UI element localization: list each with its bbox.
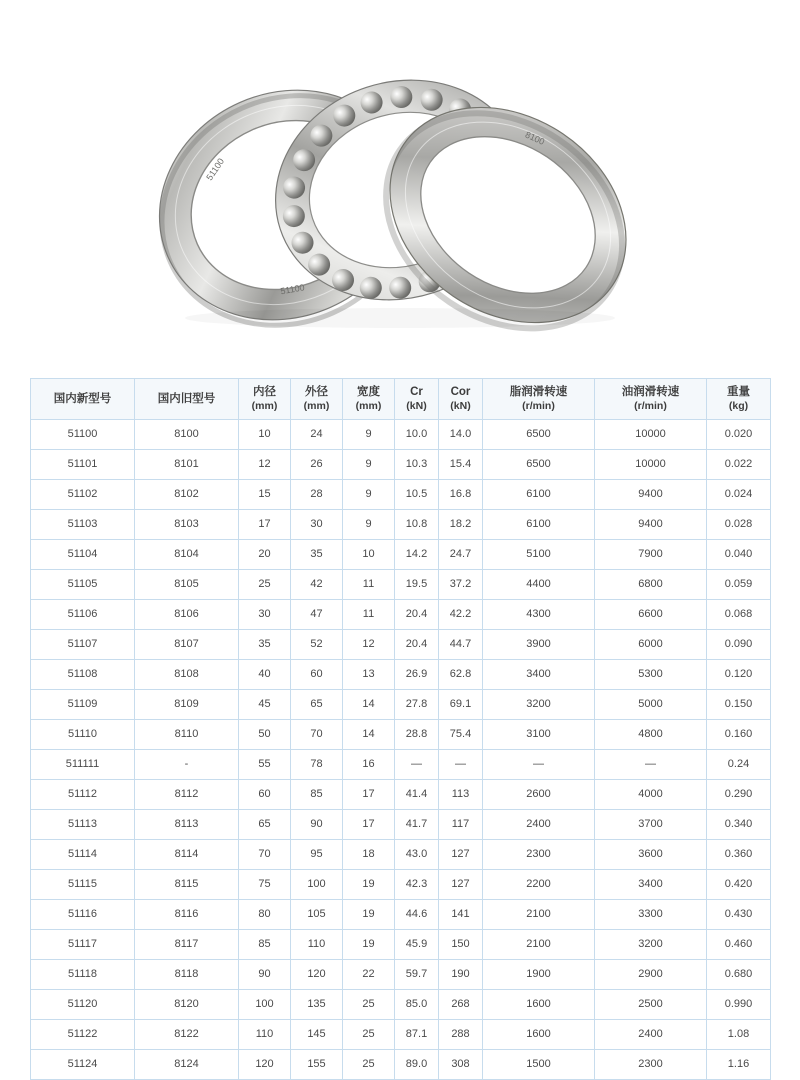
header-label: 脂润滑转速 [509, 386, 568, 399]
table-cell-c7: — [483, 750, 595, 780]
table-cell-c2: 25 [239, 570, 291, 600]
header-label: Cor [450, 386, 471, 399]
table-row [31, 810, 771, 840]
table-cell-c8: 6800 [595, 570, 707, 600]
table-cell-c5: 42.3 [395, 870, 439, 900]
table-cell-c9: 0.420 [707, 870, 771, 900]
table-cell-c5: 28.8 [395, 720, 439, 750]
table-cell-c1: - [135, 750, 239, 780]
table-cell-c2: 30 [239, 600, 291, 630]
table-cell-c1: 8115 [135, 870, 239, 900]
table-cell-c7: 6500 [483, 420, 595, 450]
table-cell-c5: 27.8 [395, 690, 439, 720]
table-cell-c8: 2400 [595, 1020, 707, 1050]
table-cell-c4: 19 [343, 900, 395, 930]
table-cell-c1: 8117 [135, 930, 239, 960]
table-cell-c3: 26 [291, 450, 343, 480]
header-unit: (r/min) [522, 399, 555, 412]
table-cell-c3: 135 [291, 990, 343, 1020]
table-cell-c2: 35 [239, 630, 291, 660]
header-unit: (kg) [728, 399, 749, 412]
table-row [31, 420, 771, 450]
table-cell-c6: 141 [439, 900, 483, 930]
table-cell-c9: 0.020 [707, 420, 771, 450]
table-cell-c3: 78 [291, 750, 343, 780]
header-label: 内径 [253, 386, 276, 399]
table-cell-c9: 0.024 [707, 480, 771, 510]
table-cell-c4: 25 [343, 990, 395, 1020]
table-cell-c6: 37.2 [439, 570, 483, 600]
table-cell-c4: 19 [343, 930, 395, 960]
table-cell-c7: 6100 [483, 510, 595, 540]
table-cell-c0: 51124 [31, 1050, 135, 1080]
table-cell-c8: 3200 [595, 930, 707, 960]
table-cell-c5: 19.5 [395, 570, 439, 600]
table-cell-c7: 3400 [483, 660, 595, 690]
table-cell-c2: 75 [239, 870, 291, 900]
table-cell-c6: 127 [439, 870, 483, 900]
table-cell-c8: 6000 [595, 630, 707, 660]
table-cell-c8: 9400 [595, 480, 707, 510]
table-cell-c1: 8118 [135, 960, 239, 990]
table-cell-c0: 51114 [31, 840, 135, 870]
table-cell-c6: 190 [439, 960, 483, 990]
table-cell-c2: 80 [239, 900, 291, 930]
table-cell-c8: 10000 [595, 450, 707, 480]
table-cell-c4: 25 [343, 1050, 395, 1080]
table-cell-c1: 8112 [135, 780, 239, 810]
table-cell-c3: 100 [291, 870, 343, 900]
table-row [31, 510, 771, 540]
table-cell-c4: 11 [343, 600, 395, 630]
header-label: 国内新型号 [53, 392, 112, 405]
table-cell-c7: 6100 [483, 480, 595, 510]
table-cell-c0: 51103 [31, 510, 135, 540]
table-cell-c7: 2300 [483, 840, 595, 870]
table-cell-c5: 10.0 [395, 420, 439, 450]
table-cell-c4: 10 [343, 540, 395, 570]
table-cell-c9: 0.340 [707, 810, 771, 840]
table-cell-c7: 2400 [483, 810, 595, 840]
table-cell-c6: 44.7 [439, 630, 483, 660]
table-cell-c3: 28 [291, 480, 343, 510]
thrust-ball-bearing-icon [0, 0, 800, 360]
table-row [31, 480, 771, 510]
header-unit: (kN) [450, 399, 471, 412]
table-cell-c0: 51108 [31, 660, 135, 690]
table-cell-c0: 51106 [31, 600, 135, 630]
table-row [31, 750, 771, 780]
table-cell-c8: 3300 [595, 900, 707, 930]
table-cell-c1: 8120 [135, 990, 239, 1020]
table-cell-c9: 0.150 [707, 690, 771, 720]
table-cell-c0: 51122 [31, 1020, 135, 1050]
table-cell-c1: 8101 [135, 450, 239, 480]
table-cell-c7: 2100 [483, 930, 595, 960]
table-cell-c2: 110 [239, 1020, 291, 1050]
table-cell-c7: 1600 [483, 990, 595, 1020]
table-cell-c3: 105 [291, 900, 343, 930]
table-cell-c6: 14.0 [439, 420, 483, 450]
table-cell-c1: 8116 [135, 900, 239, 930]
table-cell-c6: 42.2 [439, 600, 483, 630]
table-cell-c7: 6500 [483, 450, 595, 480]
table-cell-c8: 7900 [595, 540, 707, 570]
table-cell-c2: 50 [239, 720, 291, 750]
table-cell-c3: 60 [291, 660, 343, 690]
table-cell-c3: 70 [291, 720, 343, 750]
table-cell-c8: 2900 [595, 960, 707, 990]
table-cell-c6: 117 [439, 810, 483, 840]
table-cell-c5: 26.9 [395, 660, 439, 690]
table-header-cell-0 [31, 379, 135, 420]
table-cell-c2: 100 [239, 990, 291, 1020]
table-cell-c4: 17 [343, 810, 395, 840]
table-cell-c9: 0.059 [707, 570, 771, 600]
table-cell-c4: 14 [343, 720, 395, 750]
table-cell-c6: 308 [439, 1050, 483, 1080]
table-cell-c5: 45.9 [395, 930, 439, 960]
table-cell-c7: 1500 [483, 1050, 595, 1080]
table-cell-c3: 47 [291, 600, 343, 630]
header-label: 油润滑转速 [621, 386, 680, 399]
table-cell-c9: 0.120 [707, 660, 771, 690]
table-cell-c8: 10000 [595, 420, 707, 450]
table-cell-c8: 5000 [595, 690, 707, 720]
table-cell-c8: 6600 [595, 600, 707, 630]
table-cell-c3: 30 [291, 510, 343, 540]
table-row [31, 990, 771, 1020]
table-row [31, 450, 771, 480]
table-header-cell-7 [483, 379, 595, 420]
table-cell-c2: 85 [239, 930, 291, 960]
table-cell-c4: 18 [343, 840, 395, 870]
table-cell-c1: 8109 [135, 690, 239, 720]
table-cell-c3: 155 [291, 1050, 343, 1080]
table-cell-c3: 110 [291, 930, 343, 960]
table-row [31, 570, 771, 600]
table-cell-c8: 4000 [595, 780, 707, 810]
table-cell-c8: 3600 [595, 840, 707, 870]
table-row [31, 900, 771, 930]
table-cell-c0: 51118 [31, 960, 135, 990]
table-cell-c6: 18.2 [439, 510, 483, 540]
table-cell-c0: 51116 [31, 900, 135, 930]
table-row [31, 630, 771, 660]
table-row [31, 540, 771, 570]
table-header-cell-6 [439, 379, 483, 420]
table-cell-c0: 51101 [31, 450, 135, 480]
header-unit: (mm) [355, 399, 382, 412]
table-cell-c2: 17 [239, 510, 291, 540]
table-cell-c5: 44.6 [395, 900, 439, 930]
table-cell-c2: 65 [239, 810, 291, 840]
table-row [31, 840, 771, 870]
table-cell-c4: 13 [343, 660, 395, 690]
header-unit: (r/min) [634, 399, 667, 412]
table-cell-c1: 8106 [135, 600, 239, 630]
table-cell-c0: 51112 [31, 780, 135, 810]
table-cell-c1: 8102 [135, 480, 239, 510]
table-cell-c0: 51102 [31, 480, 135, 510]
table-cell-c8: — [595, 750, 707, 780]
table-cell-c8: 3400 [595, 870, 707, 900]
table-header-cell-8 [595, 379, 707, 420]
table-row [31, 600, 771, 630]
table-cell-c6: 24.7 [439, 540, 483, 570]
header-label: Cr [410, 386, 423, 399]
table-cell-c1: 8124 [135, 1050, 239, 1080]
table-cell-c2: 15 [239, 480, 291, 510]
table-cell-c1: 8114 [135, 840, 239, 870]
header-label: 宽度 [357, 386, 380, 399]
table-cell-c7: 2600 [483, 780, 595, 810]
table-cell-c3: 95 [291, 840, 343, 870]
table-cell-c6: 113 [439, 780, 483, 810]
table-cell-c1: 8104 [135, 540, 239, 570]
table-cell-c1: 8113 [135, 810, 239, 840]
table-cell-c4: 19 [343, 870, 395, 900]
table-cell-c9: 0.040 [707, 540, 771, 570]
table-cell-c3: 90 [291, 810, 343, 840]
table-cell-c2: 12 [239, 450, 291, 480]
table-header-cell-2 [239, 379, 291, 420]
table-cell-c9: 0.460 [707, 930, 771, 960]
table-cell-c6: 268 [439, 990, 483, 1020]
table-cell-c2: 10 [239, 420, 291, 450]
table-cell-c2: 60 [239, 780, 291, 810]
header-unit: (kN) [406, 399, 427, 412]
table-cell-c6: 75.4 [439, 720, 483, 750]
table-cell-c7: 2200 [483, 870, 595, 900]
table-cell-c4: 12 [343, 630, 395, 660]
table-cell-c7: 1900 [483, 960, 595, 990]
table-cell-c3: 52 [291, 630, 343, 660]
table-cell-c9: 0.680 [707, 960, 771, 990]
table-cell-c1: 8107 [135, 630, 239, 660]
table-cell-c2: 55 [239, 750, 291, 780]
table-cell-c1: 8122 [135, 1020, 239, 1050]
table-cell-c5: 20.4 [395, 630, 439, 660]
table-row [31, 1050, 771, 1080]
table-cell-c7: 5100 [483, 540, 595, 570]
table-cell-c3: 35 [291, 540, 343, 570]
table-cell-c7: 3100 [483, 720, 595, 750]
engraving-right: 8100 [523, 129, 547, 147]
table-header-cell-4 [343, 379, 395, 420]
table-cell-c9: 0.290 [707, 780, 771, 810]
table-cell-c3: 120 [291, 960, 343, 990]
table-cell-c2: 70 [239, 840, 291, 870]
table-cell-c6: 16.8 [439, 480, 483, 510]
table-cell-c3: 85 [291, 780, 343, 810]
table-cell-c6: 288 [439, 1020, 483, 1050]
header-unit: (mm) [251, 399, 278, 412]
table-header-cell-3 [291, 379, 343, 420]
table-row [31, 960, 771, 990]
table-cell-c3: 24 [291, 420, 343, 450]
header-unit: (mm) [303, 399, 330, 412]
table-cell-c0: 51115 [31, 870, 135, 900]
table-cell-c0: 51104 [31, 540, 135, 570]
table-header-cell-5 [395, 379, 439, 420]
table-cell-c0: 51107 [31, 630, 135, 660]
table-cell-c2: 20 [239, 540, 291, 570]
table-cell-c0: 51110 [31, 720, 135, 750]
table-cell-c8: 9400 [595, 510, 707, 540]
table-cell-c5: 20.4 [395, 600, 439, 630]
table-cell-c8: 3700 [595, 810, 707, 840]
table-cell-c1: 8108 [135, 660, 239, 690]
table-cell-c9: 0.090 [707, 630, 771, 660]
table-cell-c4: 17 [343, 780, 395, 810]
table-cell-c4: 16 [343, 750, 395, 780]
table-cell-c5: 43.0 [395, 840, 439, 870]
table-cell-c9: 0.160 [707, 720, 771, 750]
table-cell-c5: 10.3 [395, 450, 439, 480]
engraving-left: 51100 [204, 156, 227, 183]
table-cell-c2: 120 [239, 1050, 291, 1080]
table-cell-c7: 4300 [483, 600, 595, 630]
table-cell-c7: 1600 [483, 1020, 595, 1050]
header-label: 重量 [727, 386, 750, 399]
table-cell-c2: 40 [239, 660, 291, 690]
bearing-spec-table [30, 378, 771, 1080]
table-cell-c0: 51100 [31, 420, 135, 450]
table-cell-c4: 9 [343, 510, 395, 540]
table-cell-c5: 14.2 [395, 540, 439, 570]
table-cell-c5: — [395, 750, 439, 780]
table-cell-c2: 90 [239, 960, 291, 990]
table-cell-c7: 2100 [483, 900, 595, 930]
table-cell-c3: 42 [291, 570, 343, 600]
table-cell-c6: 69.1 [439, 690, 483, 720]
table-cell-c5: 10.8 [395, 510, 439, 540]
table-row [31, 720, 771, 750]
table-cell-c9: 0.990 [707, 990, 771, 1020]
table-cell-c6: — [439, 750, 483, 780]
table-cell-c1: 8103 [135, 510, 239, 540]
table-row [31, 870, 771, 900]
table-cell-c8: 2300 [595, 1050, 707, 1080]
table-cell-c2: 45 [239, 690, 291, 720]
table-cell-c0: 51109 [31, 690, 135, 720]
table-body [31, 420, 771, 1080]
table-cell-c3: 145 [291, 1020, 343, 1050]
table-cell-c4: 9 [343, 480, 395, 510]
table-cell-c5: 41.4 [395, 780, 439, 810]
table-cell-c1: 8110 [135, 720, 239, 750]
table-cell-c5: 87.1 [395, 1020, 439, 1050]
table-row [31, 930, 771, 960]
product-image-area [0, 0, 800, 360]
header-label: 国内旧型号 [157, 392, 216, 405]
table-cell-c8: 2500 [595, 990, 707, 1020]
table-cell-c4: 25 [343, 1020, 395, 1050]
table-cell-c9: 0.24 [707, 750, 771, 780]
table-cell-c0: 51120 [31, 990, 135, 1020]
table-cell-c6: 62.8 [439, 660, 483, 690]
table-cell-c4: 9 [343, 420, 395, 450]
table-header-cell-1 [135, 379, 239, 420]
table-cell-c9: 0.360 [707, 840, 771, 870]
table-cell-c4: 11 [343, 570, 395, 600]
table-cell-c4: 9 [343, 450, 395, 480]
table-cell-c5: 85.0 [395, 990, 439, 1020]
table-cell-c1: 8100 [135, 420, 239, 450]
header-label: 外径 [305, 386, 328, 399]
table-cell-c5: 10.5 [395, 480, 439, 510]
table-cell-c0: 51105 [31, 570, 135, 600]
table-cell-c9: 0.022 [707, 450, 771, 480]
table-row [31, 660, 771, 690]
table-cell-c5: 59.7 [395, 960, 439, 990]
table-cell-c8: 4800 [595, 720, 707, 750]
table-cell-c9: 0.068 [707, 600, 771, 630]
table-cell-c6: 150 [439, 930, 483, 960]
table-cell-c0: 51117 [31, 930, 135, 960]
table-row [31, 690, 771, 720]
spec-table-wrapper [30, 378, 770, 1080]
table-cell-c0: 51113 [31, 810, 135, 840]
table-cell-c6: 15.4 [439, 450, 483, 480]
table-header-cell-9 [707, 379, 771, 420]
table-cell-c9: 0.028 [707, 510, 771, 540]
table-row [31, 1020, 771, 1050]
table-cell-c4: 14 [343, 690, 395, 720]
table-cell-c5: 89.0 [395, 1050, 439, 1080]
table-cell-c6: 127 [439, 840, 483, 870]
table-cell-c8: 5300 [595, 660, 707, 690]
table-cell-c5: 41.7 [395, 810, 439, 840]
svg-text:51100: 51100 [279, 282, 306, 297]
table-cell-c7: 4400 [483, 570, 595, 600]
table-cell-c4: 22 [343, 960, 395, 990]
table-cell-c3: 65 [291, 690, 343, 720]
table-row [31, 780, 771, 810]
table-cell-c0: 511111 [31, 750, 135, 780]
table-cell-c7: 3200 [483, 690, 595, 720]
table-cell-c1: 8105 [135, 570, 239, 600]
table-cell-c9: 1.16 [707, 1050, 771, 1080]
table-cell-c7: 3900 [483, 630, 595, 660]
table-cell-c9: 0.430 [707, 900, 771, 930]
table-cell-c9: 1.08 [707, 1020, 771, 1050]
table-header-row [31, 379, 771, 420]
